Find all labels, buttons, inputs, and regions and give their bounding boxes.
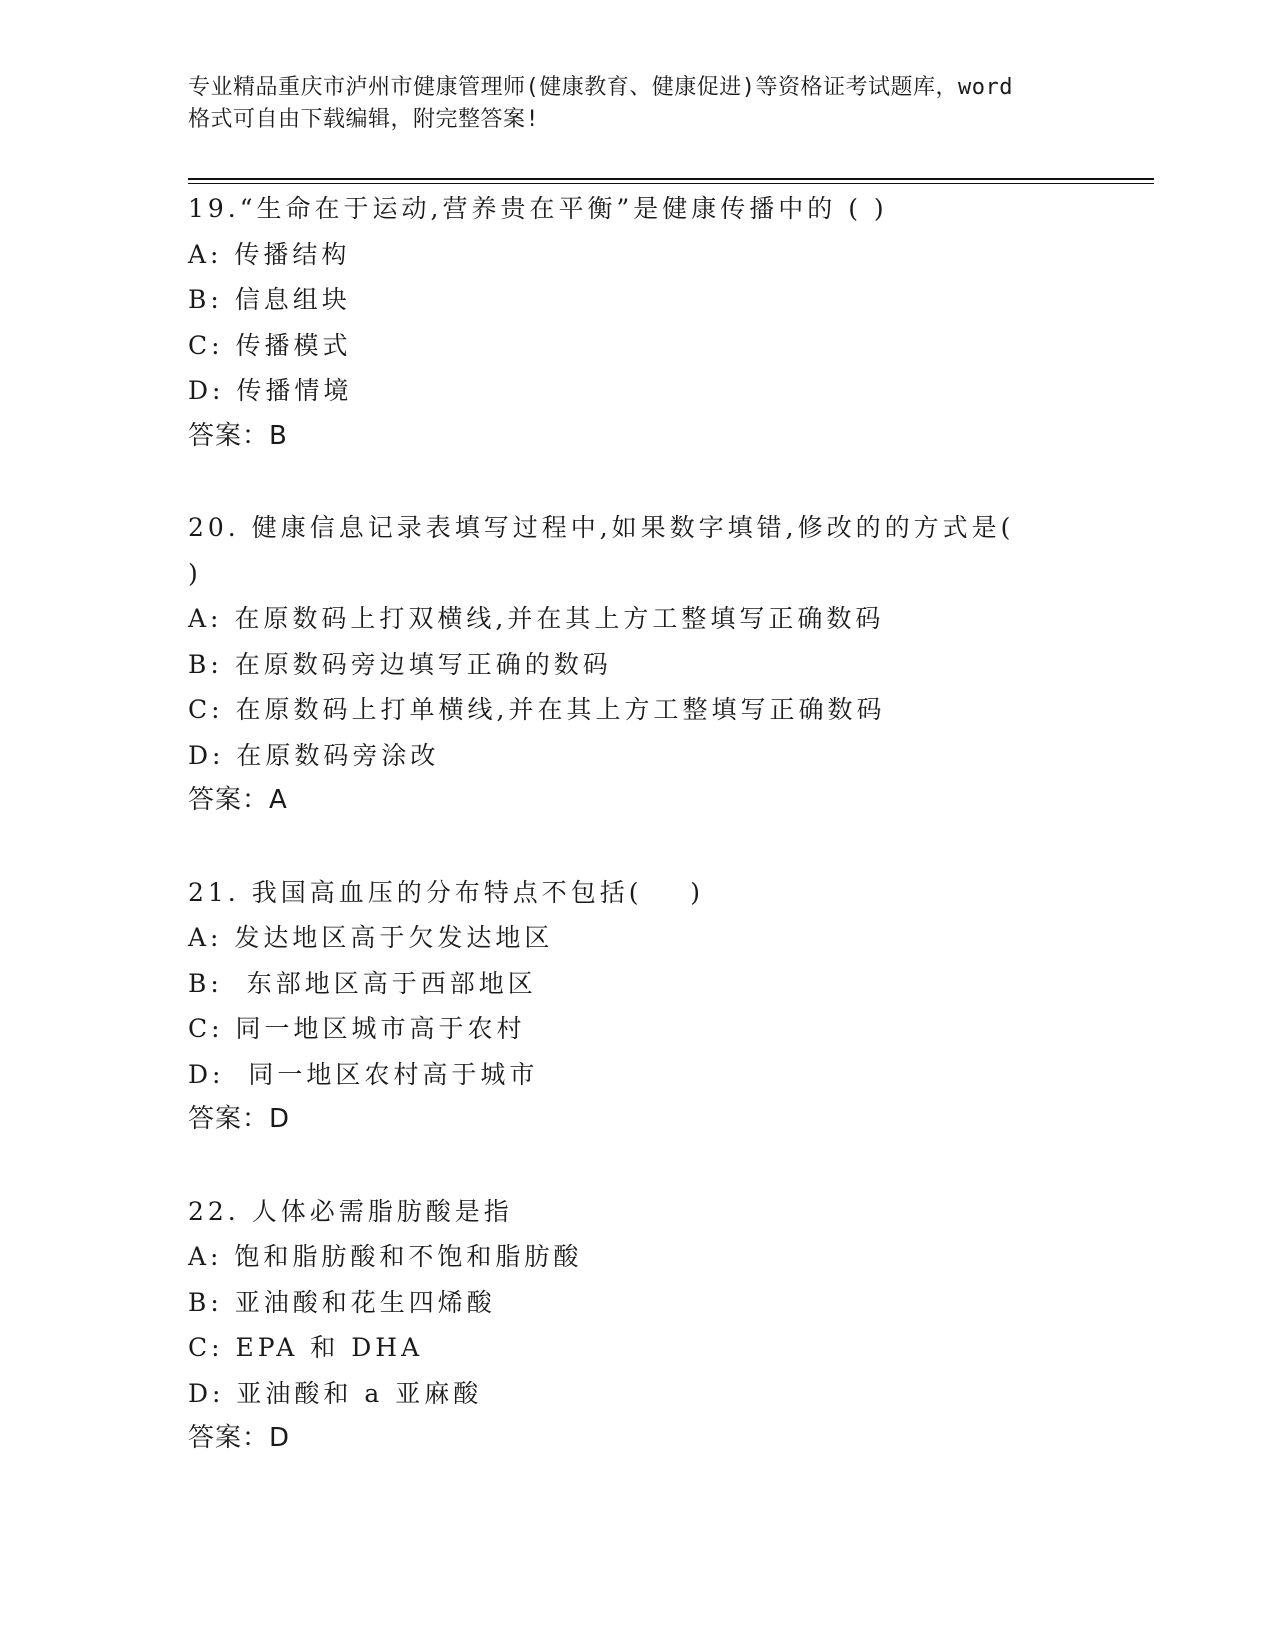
question-stem: 21. 我国高血压的分布特点不包括( ) <box>188 877 705 907</box>
option-a: A: 传播结构 <box>188 239 351 269</box>
option-a: A: 发达地区高于欠发达地区 <box>188 923 554 952</box>
header-line-2: 格式可自由下载编辑，附完整答案! <box>188 107 540 132</box>
option-c: C: 在原数码上打单横线,并在其上方工整填写正确数码 <box>188 695 886 724</box>
answer-label: 答案：B <box>188 420 288 451</box>
option-c: C: 传播模式 <box>188 330 352 360</box>
option-c: C: EPA 和 DHA <box>188 1333 424 1362</box>
question-stem: 22. 人体必需脂肪酸是指 <box>188 1196 513 1226</box>
option-c: C: 同一地区城市高于农村 <box>188 1014 526 1043</box>
header-divider <box>188 178 1154 184</box>
divider-thick <box>188 178 1154 180</box>
option-b: B: 在原数码旁边填写正确的数码 <box>188 649 612 679</box>
question-21 <box>188 870 1148 1143</box>
question-stem: 20. 健康信息记录表填写过程中,如果数字填错,修改的的方式是( <box>188 513 1015 542</box>
option-a: A: 在原数码上打双横线,并在其上方工整填写正确数码 <box>188 604 885 633</box>
option-b: B: 东部地区高于西部地区 <box>188 968 537 998</box>
answer-label: 答案：A <box>188 785 288 815</box>
question-stem: 19.“生命在于运动,营养贵在平衡”是健康传播中的 ( ) <box>188 194 888 223</box>
option-b: B: 亚油酸和花生四烯酸 <box>188 1287 496 1317</box>
option-d: D: 同一地区农村高于城市 <box>188 1059 539 1089</box>
option-d: D: 亚油酸和 a 亚麻酸 <box>188 1378 483 1408</box>
divider-thin <box>188 183 1154 184</box>
option-d: D: 在原数码旁涂改 <box>188 740 440 770</box>
question-stem-continued: ) <box>188 558 202 588</box>
question-22 <box>188 1189 1148 1462</box>
option-a: A: 饱和脂肪酸和不饱和脂肪酸 <box>188 1242 583 1271</box>
option-d: D: 传播情境 <box>188 376 353 405</box>
document-header <box>188 72 1088 136</box>
answer-label: 答案：D <box>188 1104 291 1134</box>
option-b: B: 信息组块 <box>188 285 351 314</box>
header-line-1: 专业精品重庆市泸州市健康管理师(健康教育、健康促进)等资格证考试题库，word <box>188 75 1013 100</box>
question-list <box>188 186 1148 1508</box>
answer-label: 答案：D <box>188 1423 291 1453</box>
question-20 <box>188 505 1148 824</box>
question-19 <box>188 186 1148 459</box>
